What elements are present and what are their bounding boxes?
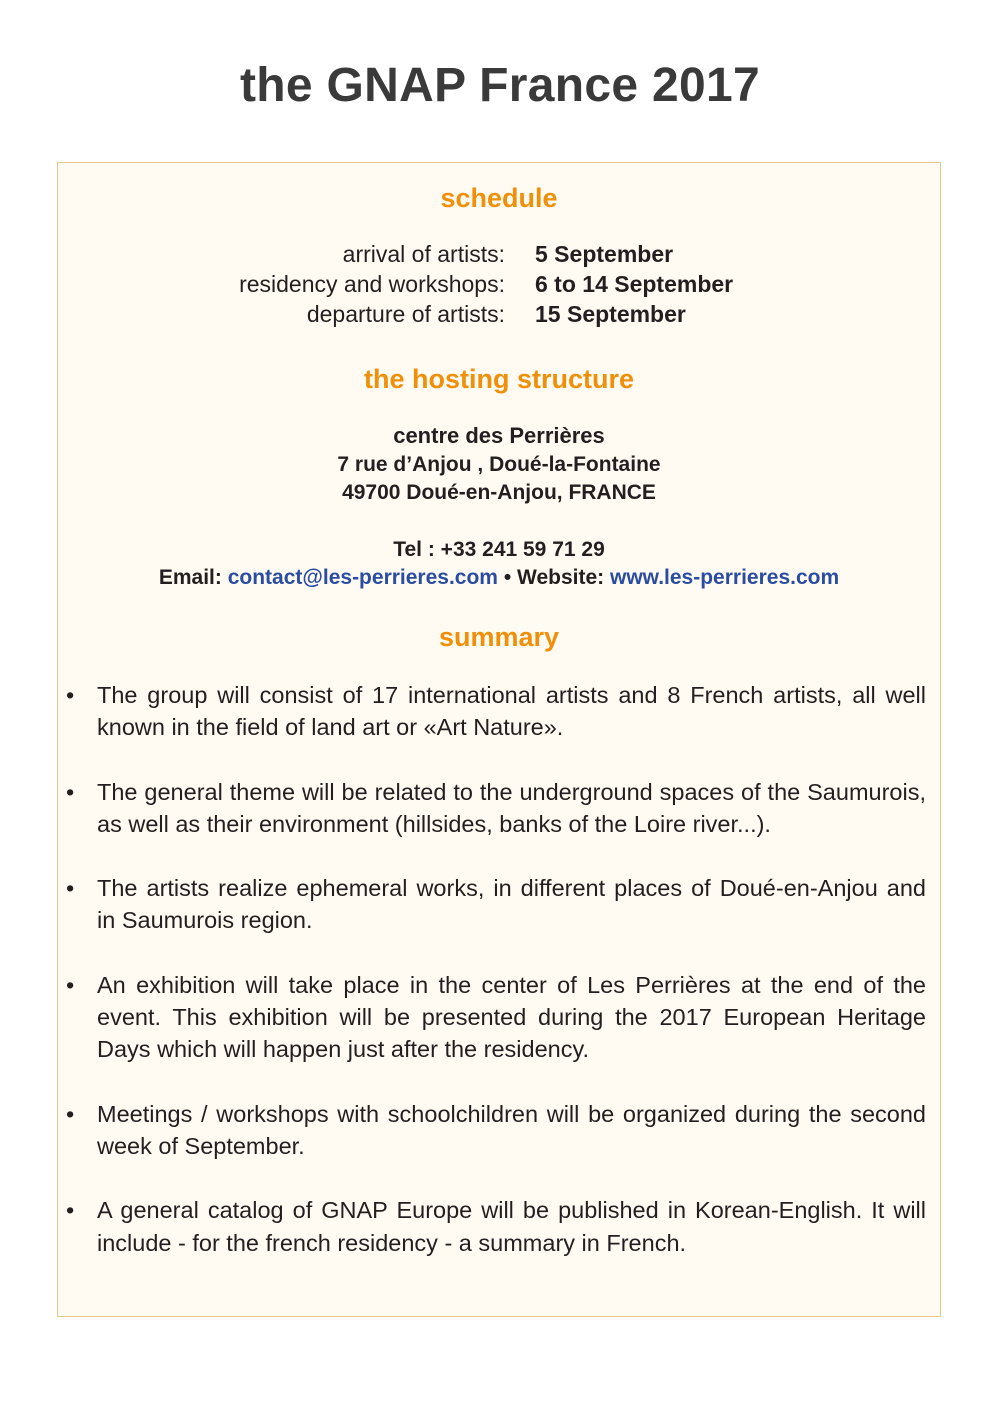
list-item-text: A general catalog of GNAP Europe will be published in Korean-English. It will include - for the french residency - a summary in French.: [97, 1197, 926, 1256]
list-item: [58, 969, 940, 1066]
address-line-2: 49700 Doué-en-Anjou, FRANCE: [342, 481, 656, 504]
schedule-label: departure of artists:: [306, 301, 505, 327]
email-link[interactable]: contact@les-perrieres.com: [227, 566, 498, 589]
website-label: Website:: [517, 566, 610, 589]
bullet-icon: •: [66, 971, 75, 998]
schedule-label: residency and workshops:: [239, 271, 505, 297]
separator: •: [497, 566, 518, 589]
bullet-icon: •: [66, 875, 75, 902]
list-item: [58, 1194, 940, 1259]
schedule-value: 6 to 14 September: [535, 271, 734, 297]
list-item: [58, 872, 940, 937]
schedule-value: 5 September: [535, 241, 674, 267]
email-label: Email:: [158, 566, 228, 589]
list-item-text: The artists realize ephemeral works, in different places of Doué-en-Anjou and in Saumurois region.: [97, 875, 926, 934]
list-item-text: The group will consist of 17 international artists and 8 French artists, all well known in the field of land art or «Art Nature».: [97, 682, 926, 741]
list-item-text: The general theme will be related to the underground spaces of the Saumurois, as well as their environment (hillsides, banks of the Loire river...).: [97, 778, 926, 837]
hosting-heading: the hosting structure: [363, 364, 634, 394]
page-title: the GNAP France 2017: [239, 59, 760, 112]
address-line-1: 7 rue d’Anjou , Doué-la-Fontaine: [337, 453, 661, 476]
contact-line: [58, 566, 940, 590]
list-item: [58, 1098, 940, 1163]
schedule-row-arrival: [58, 241, 940, 271]
summary-heading: summary: [438, 622, 560, 652]
summary-list: [58, 679, 940, 1291]
schedule-row-residency: [58, 271, 940, 301]
list-item-text: An exhibition will take place in the center of Les Perrières at the end of the event. This exhibition will be presented during the 2017 European Heritage Days which will happen just after the residency.: [97, 971, 926, 1063]
website-link[interactable]: www.les-perrieres.com: [609, 566, 840, 589]
list-item-text: Meetings / workshops with schoolchildren will be organized during the second week of September.: [97, 1100, 926, 1159]
bullet-icon: •: [66, 1197, 75, 1224]
telephone: Tel : +33 241 59 71 29: [393, 538, 605, 561]
info-box: [57, 162, 941, 1317]
schedule-row-departure: [58, 301, 940, 331]
schedule-label: arrival of artists:: [342, 241, 505, 267]
schedule-heading: schedule: [440, 183, 558, 213]
bullet-icon: •: [66, 1100, 75, 1127]
schedule-value: 15 September: [535, 301, 686, 327]
venue-name: centre des Perrières: [393, 423, 605, 448]
list-item: [58, 679, 940, 744]
list-item: [58, 776, 940, 841]
bullet-icon: •: [66, 682, 75, 708]
bullet-icon: •: [66, 778, 75, 805]
